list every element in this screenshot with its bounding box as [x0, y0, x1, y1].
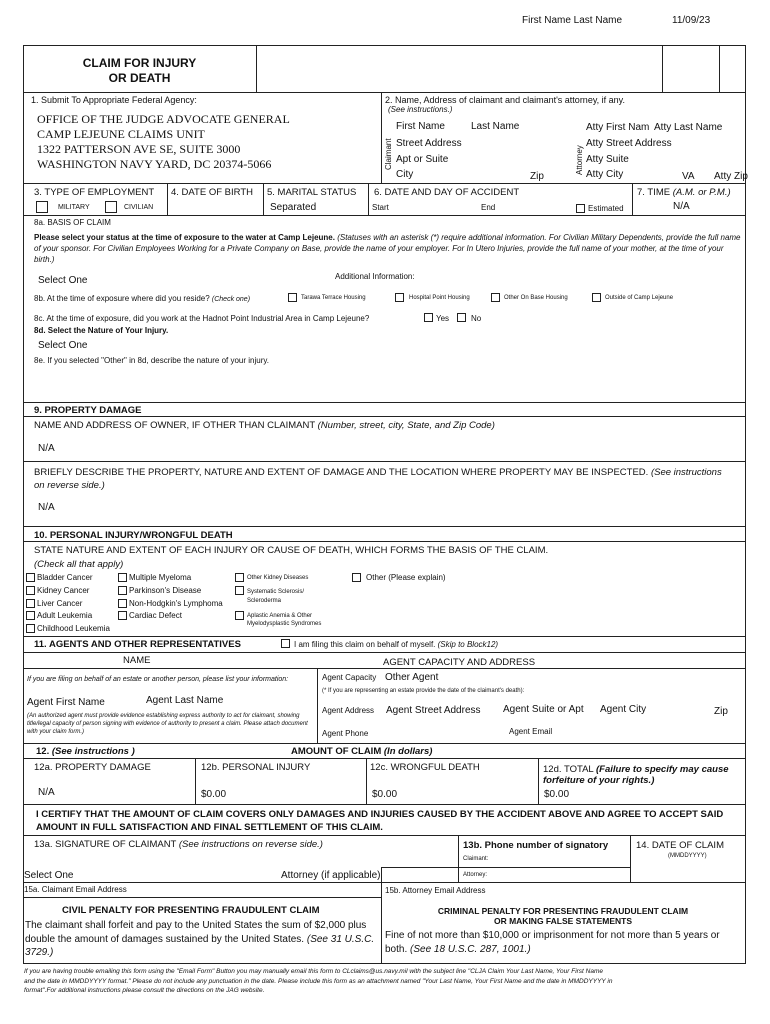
kidney-disease-label: Other Kidney Diseases — [247, 575, 309, 581]
agent-last-name[interactable]: Agent Last Name — [146, 695, 224, 706]
capacity-note: (* If you are representing an estate provide the date of the claimant's death): — [322, 688, 525, 694]
aplastic-anemia-checkbox[interactable] — [235, 611, 244, 620]
attorney-zip[interactable]: Atty Zip — [714, 171, 748, 182]
wrongful-death-amount[interactable]: $0.00 — [372, 789, 398, 800]
other-base-checkbox[interactable] — [491, 293, 500, 302]
childhood-leukemia-checkbox[interactable] — [26, 624, 35, 633]
agent-zip[interactable]: Zip — [714, 706, 728, 717]
kidney-cancer-checkbox[interactable] — [26, 586, 35, 595]
sclerosis-label-2: Scleroderma — [247, 598, 282, 604]
attorney-state[interactable]: VA — [682, 171, 695, 182]
attorney-suite[interactable]: Atty Suite — [586, 154, 629, 165]
hadnot-no-label: No — [471, 314, 482, 323]
block7-label: 7. TIME (A.M. or P.M.) — [637, 187, 731, 198]
military-label: MILITARY — [58, 204, 90, 211]
hadnot-no-checkbox[interactable] — [457, 313, 466, 322]
injury-state-label: STATE NATURE AND EXTENT OF EACH INJURY OR CAUSE OF DEATH, WHICH FORMS THE BASIS OF THE CLAIM. — [34, 545, 549, 556]
attorney-first-name[interactable]: Atty First Nam — [586, 122, 650, 133]
block10-label: 10. PERSONAL INJURY/WRONGFUL DEATH — [34, 530, 233, 541]
block2-label: 2. Name, Address of claimant and claimant's attorney, if any. — [385, 95, 625, 105]
multiple-myeloma-checkbox[interactable] — [118, 573, 127, 582]
status-select[interactable]: Select One — [38, 275, 88, 286]
block12d-label: 12d. TOTAL (Failure to specify may cause forfeiture of your rights.) — [543, 764, 729, 786]
owner-label: NAME AND ADDRESS OF OWNER, IF OTHER THAN CLAIMANT (Number, street, city, State, and Zip Code) — [34, 420, 495, 431]
block5-label: 5. MARITAL STATUS — [267, 187, 357, 198]
name-header: NAME — [123, 655, 151, 666]
damage-desc-label: BRIEFLY DESCRIBE THE PROPERTY, NATURE AND EXTENT OF DAMAGE AND THE LOCATION WHERE PROPERTY MAY BE INSPECTED. (See instructions on reverse side.) — [34, 467, 722, 491]
bladder-cancer-checkbox[interactable] — [26, 573, 35, 582]
kidney-cancer-label: Kidney Cancer — [37, 586, 90, 595]
total-amount[interactable]: $0.00 — [544, 789, 570, 800]
claimant-last-name[interactable]: Last Name — [471, 121, 520, 132]
personal-injury-amount[interactable]: $0.00 — [201, 789, 227, 800]
injury-select[interactable]: Select One — [38, 340, 88, 351]
block8a-instructions: Please select your status at the time of exposure to the water at Camp Lejeune. (Statuses with an asterisk (*) require additional information. For Civilian Military Dependents, provide the full name of your sponsor. For Civilian Employees Working for a Private Company on Base, provide the name of your employer. For In Utero Injuries, provide the full name of your mother, at the time of your birth.) — [34, 233, 741, 264]
accident-end[interactable]: End — [481, 203, 496, 212]
form-title: CLAIM FOR INJURY OR DEATH — [82, 56, 197, 85]
military-checkbox[interactable] — [36, 201, 48, 213]
tarawa-checkbox[interactable] — [288, 293, 297, 302]
block8b-label: 8b. At the time of exposure where did you reside? (Check one) — [34, 294, 251, 303]
cardiac-defect-label: Cardiac Defect — [129, 611, 182, 620]
kidney-disease-checkbox[interactable] — [235, 573, 244, 582]
other-injury-label: Other (Please explain) — [366, 573, 446, 582]
agent-email[interactable]: Agent Email — [509, 727, 553, 736]
header-name: First Name Last Name — [522, 15, 623, 26]
attorney-tag: Attorney — [575, 145, 584, 175]
block13b-label: 13b. Phone number of signatory — [463, 840, 609, 851]
other-injury-checkbox[interactable] — [352, 573, 361, 582]
hadnot-yes-checkbox[interactable] — [424, 313, 433, 322]
capacity-value[interactable]: Other Agent — [385, 672, 439, 683]
attorney-phone-label: Attorney: — [463, 872, 488, 878]
claimant-tag: Claimant — [384, 138, 393, 170]
block8c-label: 8c. At the time of exposure, did you work at the Hadnot Point Industrial Area in Camp Lejeune? — [34, 314, 370, 323]
agent-filing-note: If you are filing on behalf of an estate or another person, please list your information: — [27, 676, 289, 683]
attorney-city[interactable]: Atty City — [586, 169, 624, 180]
outside-checkbox[interactable] — [592, 293, 601, 302]
claimant-apt[interactable]: Apt or Suite — [396, 154, 449, 165]
claimant-city[interactable]: City — [396, 169, 414, 180]
capacity-header: AGENT CAPACITY AND ADDRESS — [383, 657, 536, 668]
liver-cancer-checkbox[interactable] — [26, 599, 35, 608]
date-format: (MMDDYYYY) — [668, 853, 707, 859]
certification-text: I CERTIFY THAT THE AMOUNT OF CLAIM COVERS ONLY DAMAGES AND INJURIES CAUSED BY THE ACCIDENT ABOVE AND AGREE TO ACCEPT SAID AMOUNT IN FULL SATISFACTION AND FINAL SETTLEMENT OF THIS CLAIM. — [36, 809, 724, 833]
claimant-first-name[interactable]: First Name — [396, 121, 445, 132]
adult-leukemia-checkbox[interactable] — [26, 611, 35, 620]
block13a-label: 13a. SIGNATURE OF CLAIMANT (See instructions on reverse side.) — [34, 839, 323, 850]
attorney-signature-label: Attorney (if applicable) — [281, 870, 381, 881]
capacity-label: Agent Capacity — [322, 673, 377, 682]
block12b-label: 12b. PERSONAL INJURY — [201, 762, 311, 773]
claimant-email-label: 15a. Claimant Email Address — [24, 885, 127, 894]
block1-label: 1. Submit To Appropriate Federal Agency: — [31, 95, 197, 105]
agent-street[interactable]: Agent Street Address — [386, 705, 481, 716]
tarawa-label: Tarawa Terrace Housing — [301, 295, 366, 301]
bladder-cancer-label: Bladder Cancer — [37, 573, 93, 582]
block6-label: 6. DATE AND DAY OF ACCIDENT — [374, 187, 520, 198]
self-filing-checkbox[interactable] — [281, 639, 290, 648]
attorney-email-label: 15b. Attorney Email Address — [385, 886, 486, 895]
block4-label: 4. DATE OF BIRTH — [171, 187, 253, 198]
hadnot-yes-label: Yes — [436, 314, 450, 323]
liver-cancer-label: Liver Cancer — [37, 599, 83, 608]
block12-label: 12. (See instructions ) — [36, 746, 135, 757]
claimant-phone-label: Claimant: — [463, 856, 489, 862]
block8d-label: 8d. Select the Nature of Your Injury. — [34, 326, 169, 335]
civil-penalty-title: CIVIL PENALTY FOR PRESENTING FRAUDULENT CLAIM — [62, 905, 320, 916]
nhl-checkbox[interactable] — [118, 599, 127, 608]
owner-value[interactable]: N/A — [38, 443, 55, 454]
aplastic-anemia-label-2: Myelodysplastic Syndromes — [247, 621, 322, 627]
civilian-checkbox[interactable] — [105, 201, 117, 213]
cardiac-defect-checkbox[interactable] — [118, 611, 127, 620]
property-damage-amount[interactable]: N/A — [38, 787, 55, 798]
estimated-checkbox[interactable] — [576, 204, 585, 213]
parkinsons-label: Parkinson's Disease — [129, 586, 202, 595]
damage-desc-value[interactable]: N/A — [38, 502, 55, 513]
additional-info-label: Additional Information: — [335, 272, 415, 281]
aplastic-anemia-label-1: Aplastic Anemia & Other — [247, 613, 313, 619]
sclerosis-checkbox[interactable] — [235, 586, 244, 595]
agent-first-name[interactable]: Agent First Name — [27, 697, 105, 708]
attorney-street[interactable]: Atty Street Address — [586, 138, 672, 149]
adult-leukemia-label: Adult Leukemia — [37, 611, 93, 620]
civilian-label: CIVILIAN — [124, 204, 154, 211]
outside-label: Outside of Camp Lejeune — [605, 295, 674, 301]
other-base-label: Other On Base Housing — [504, 295, 568, 301]
block12a-label: 12a. PROPERTY DAMAGE — [34, 762, 151, 773]
agency-address: OFFICE OF THE JUDGE ADVOCATE GENERAL CAMP LEJEUNE CLAIMS UNIT 1322 PATTERSON AVE SE, SUITE 3000 WASHINGTON NAVY YARD, DC 20374-5066 — [37, 112, 290, 171]
hospital-point-checkbox[interactable] — [395, 293, 404, 302]
time-value[interactable]: N/A — [673, 201, 690, 212]
block9-label: 9. PROPERTY DAMAGE — [34, 405, 142, 416]
block14-label: 14. DATE OF CLAIM — [636, 840, 724, 851]
marital-status-value[interactable]: Separated — [270, 202, 317, 213]
self-filing-label: I am filing this claim on behalf of myself. (Skip to Block12) — [294, 640, 499, 649]
block3-label: 3. TYPE OF EMPLOYMENT — [34, 187, 155, 198]
attorney-last-name[interactable]: Atty Last Name — [654, 122, 723, 133]
nhl-label: Non-Hodgkin's Lymphoma — [129, 599, 223, 608]
agent-suite[interactable]: Agent Suite or Apt — [503, 704, 584, 715]
hospital-point-label: Hospital Point Housing — [409, 295, 470, 301]
sclerosis-label-1: Systematic Sclerosis/ — [247, 589, 305, 595]
agent-phone-label: Agent Phone — [322, 729, 369, 738]
civil-penalty-text: The claimant shall forfeit and pay to the United States the sum of $2,000 plus double the amount of damages sustained by the United States. (See 31 U.S.C. 3729.) — [25, 920, 375, 958]
parkinsons-checkbox[interactable] — [118, 586, 127, 595]
estimated-label: Estimated — [588, 204, 624, 213]
signature-select[interactable]: Select One — [24, 870, 74, 881]
check-all-label: (Check all that apply) — [34, 559, 124, 570]
footer-instructions: If you are having trouble emailing this form using the "Email Form" Button you may manually email this form to CLclaims@us.navy.mil with the subject line "CLJA Claim Your Last Name, Your First Name and the date in MMDDYYYY format." Please do not include any punctuation in the date. Please include this form as an attachment named "Your Last Name, Your First Name and the date in MMDDYYYY in format".For additional instructions please consult the directions on the JAG website. — [24, 968, 613, 994]
claimant-street[interactable]: Street Address — [396, 138, 462, 149]
block11-label: 11. AGENTS AND OTHER REPRESENTATIVES — [34, 639, 241, 650]
criminal-penalty-text: Fine of not more than $10,000 or imprisonment for not more than 5 years or both. (See 18 U.S.C. 287, 1001.) — [385, 930, 720, 955]
agent-authority-note: (An authorized agent must provide evidence establishing express authority to act for claimant, showing title/legal capacity of person signing with evidence of authority to present a claim. Please attach document with your claim form.) — [27, 713, 308, 735]
block8e-label: 8e. If you selected "Other" in 8d, describe the nature of your injury. — [34, 356, 269, 365]
block8a-label: 8a. BASIS OF CLAIM — [34, 218, 111, 227]
claimant-zip[interactable]: Zip — [530, 171, 544, 182]
agent-city[interactable]: Agent City — [600, 704, 647, 715]
header-date: 11/09/23 — [672, 15, 711, 26]
block2-note: (See instructions.) — [388, 105, 453, 114]
multiple-myeloma-label: Multiple Myeloma — [129, 573, 192, 582]
block12c-label: 12c. WRONGFUL DEATH — [370, 762, 480, 773]
agent-address-label: Agent Address — [322, 706, 375, 715]
criminal-penalty-title: CRIMINAL PENALTY FOR PRESENTING FRAUDULENT CLAIM OR MAKING FALSE STATEMENTS — [437, 906, 689, 926]
amount-of-claim-label: AMOUNT OF CLAIM (In dollars) — [291, 746, 433, 757]
childhood-leukemia-label: Childhood Leukemia — [37, 624, 110, 633]
accident-start[interactable]: Start — [372, 203, 389, 212]
